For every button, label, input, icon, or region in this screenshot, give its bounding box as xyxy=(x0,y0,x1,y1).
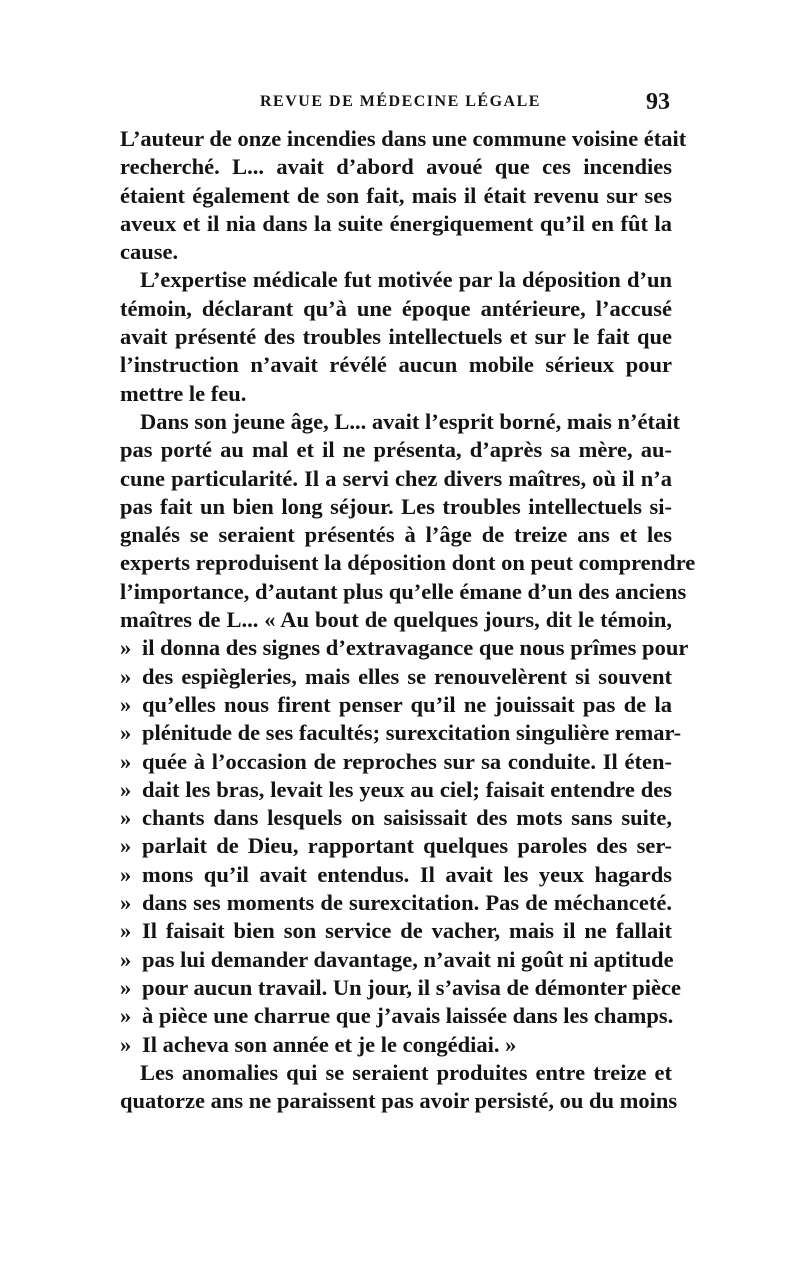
quote-text: chants dans lesquels on saisissait des mots sans suite, xyxy=(142,805,672,831)
text-line: L’auteur de onze incendies dans une commune voisine était xyxy=(120,126,687,151)
text-line: étaient également de son fait, mais il était revenu sur ses xyxy=(120,182,672,208)
text-line: L’expertise médicale fut motivée par la déposition d’un xyxy=(140,267,672,293)
text-line: pas fait un bien long séjour. Les troubles intellectuels si- xyxy=(120,493,672,519)
quote-mark: » xyxy=(120,1003,132,1029)
quote-text: il donna des signes d’extravagance que nous prîmes pour xyxy=(142,635,689,661)
quote-text: dait les bras, levait les yeux au ciel; faisait entendre des xyxy=(142,776,672,802)
quote-line xyxy=(120,719,682,747)
quote-mark: » xyxy=(120,748,132,774)
quote-line xyxy=(120,691,672,719)
quote-mark: » xyxy=(120,833,132,859)
quote-mark: » xyxy=(120,918,132,944)
quote-text: pour aucun travail. Un jour, il s’avisa de démonter pièce xyxy=(142,974,681,1000)
quote-text: mons qu’il avait entendus. Il avait les yeux hagards xyxy=(142,861,672,887)
quote-mark: » xyxy=(120,635,132,661)
quote-line xyxy=(120,974,681,1002)
quote-line xyxy=(120,1031,672,1059)
quote-line xyxy=(120,861,672,889)
quote-text: qu’elles nous firent penser qu’il ne jouissait pas de la xyxy=(142,691,672,717)
text-line: cause. xyxy=(120,239,179,265)
text-line: maîtres de L... « Au bout de quelques jours, dit le témoin, xyxy=(120,607,672,633)
quote-line xyxy=(120,832,672,860)
quote-text: quée à l’occasion de reproches sur sa conduite. Il éten- xyxy=(142,748,672,774)
quote-mark: » xyxy=(120,861,132,887)
quote-text: Il acheva son année et je le congédiai. » xyxy=(142,1031,517,1057)
quote-line xyxy=(120,1002,672,1030)
quote-mark: » xyxy=(120,691,132,717)
quote-line xyxy=(120,634,689,662)
text-line: experts reproduisent la déposition dont on peut comprendre xyxy=(120,550,696,576)
quote-mark: » xyxy=(120,663,132,689)
text-line: recherché. L... avait d’abord avoué que ces incendies xyxy=(120,154,672,180)
quote-text: Il faisait bien son service de vacher, mais il ne fallait xyxy=(142,918,672,944)
page-number: 93 xyxy=(646,89,670,115)
quote-line xyxy=(120,776,672,804)
text-line: Les anomalies qui se seraient produites entre treize et xyxy=(140,1059,672,1085)
text-line: cune particularité. Il a servi chez divers maîtres, où il n’a xyxy=(120,465,672,491)
text-line: l’importance, d’autant plus qu’elle émane d’un des anciens xyxy=(120,578,687,604)
running-title: REVUE DE MÉDECINE LÉGALE xyxy=(260,93,541,110)
quote-mark: » xyxy=(120,776,132,802)
text-line: l’instruction n’avait révélé aucun mobile sérieux pour xyxy=(120,352,672,378)
quote-line xyxy=(120,748,672,776)
quote-text: dans ses moments de surexcitation. Pas de méchanceté. xyxy=(142,890,672,916)
quote-line xyxy=(120,889,672,917)
quote-mark: » xyxy=(120,890,132,916)
quote-mark: » xyxy=(120,974,132,1000)
quote-text: à pièce une charrue que j’avais laissée dans les champs. xyxy=(142,1003,674,1029)
quote-text: plénitude de ses facultés; surexcitation singulière remar- xyxy=(142,720,682,746)
text-line: Dans son jeune âge, L... avait l’esprit borné, mais n’était xyxy=(140,408,680,434)
quote-line xyxy=(120,946,672,974)
text-line: quatorze ans ne paraissent pas avoir persisté, ou du moins xyxy=(120,1088,678,1114)
quote-line xyxy=(120,917,672,945)
text-line: gnalés se seraient présentés à l’âge de treize ans et les xyxy=(120,522,672,548)
quote-mark: » xyxy=(120,946,132,972)
text-line: avait présenté des troubles intellectuels et sur le fait que xyxy=(120,324,672,350)
quote-text: pas lui demander davantage, n’avait ni goût ni aptitude xyxy=(142,946,674,972)
body-text xyxy=(120,125,696,1115)
page-header xyxy=(120,89,672,123)
text-line: pas porté au mal et il ne présenta, d’après sa mère, au- xyxy=(120,437,672,463)
quote-mark: » xyxy=(120,720,132,746)
text-line: aveux et il nia dans la suite énergiquement qu’il en fût la xyxy=(120,210,672,236)
quote-mark: » xyxy=(120,805,132,831)
text-line: mettre le feu. xyxy=(120,380,247,406)
quote-text: parlait de Dieu, rapportant quelques paroles des ser- xyxy=(142,833,672,859)
quote-line xyxy=(120,804,672,832)
quote-text: des espiègleries, mais elles se renouvelèrent si souvent xyxy=(142,663,672,689)
text-line: témoin, déclarant qu’à une époque antérieure, l’accusé xyxy=(120,295,672,321)
quote-line xyxy=(120,663,672,691)
quote-mark: » xyxy=(120,1031,132,1057)
